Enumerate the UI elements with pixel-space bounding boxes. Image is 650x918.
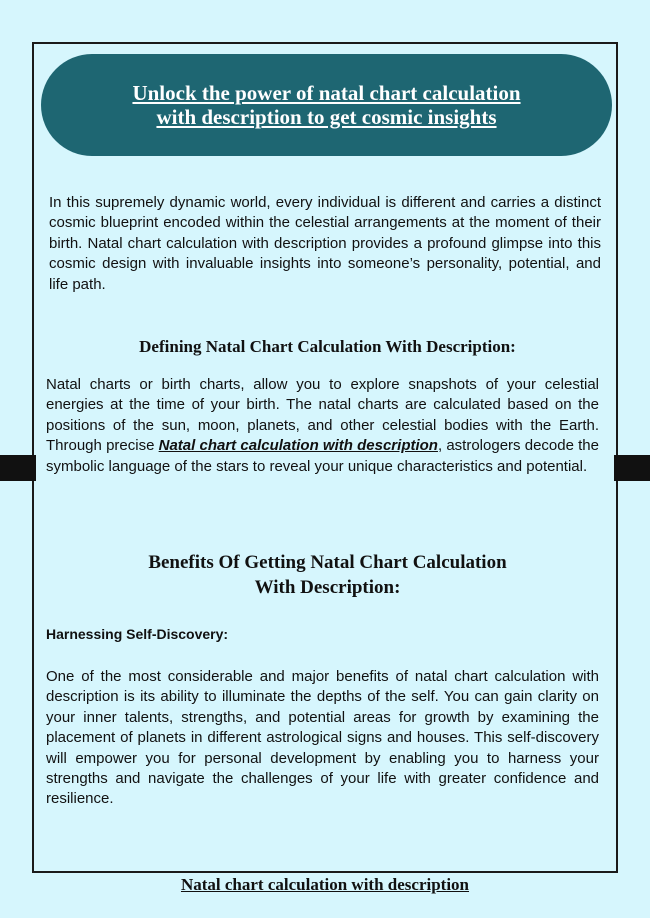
natal-chart-link[interactable]: Natal chart calculation with description: [158, 437, 438, 455]
page-title: [132, 81, 520, 129]
self-discovery-paragraph: One of the most considerable and major benefits of natal chart calculation with description is its ability to illuminate the depths of the self. You can gain clarity on your inner talents, strengths, and potential areas for growth by examining the placement of planets in different astrological signs and houses. This self-discovery will empower you for personal development by enabling you to harness your strengths and navigate the challenges of your life with greater confidence and resilience.: [46, 668, 599, 808]
defining-text-end: , astrologers decode the symbolic language of the stars to reveal your unique characteristics and potential.: [46, 437, 599, 475]
intro-paragraph: In this supremely dynamic world, every individual is different and carries a distinct cosmic blueprint encoded within the celestial arrangements at the moment of their birth. Natal chart calculation with description provides a profound glimpse into this cosmic design with invaluable insights into someone’s personality, potential, and life path.: [49, 194, 601, 293]
title-banner: [41, 54, 612, 156]
section-heading-defining: Defining Natal Chart Calculation With Description:: [139, 337, 516, 356]
defining-paragraph: [46, 375, 599, 477]
left-edge-tab: [0, 455, 36, 481]
benefits-heading-line-1: Benefits Of Getting Natal Chart Calculation: [148, 552, 507, 573]
page-title-line-1: Unlock the power of natal chart calculation: [132, 81, 521, 105]
benefits-heading-line-2: With Description:: [254, 577, 401, 598]
page-title-line-2: with description to get cosmic insights: [156, 105, 497, 129]
section-heading-benefits: [40, 550, 615, 600]
defining-text-start: Natal charts or birth charts, allow you to explore snapshots of your celestial energies at the time of your birth. The natal charts are calculated based on the positions of the sun, moon, planets, and other celestial bodies with the Earth. Through precise: [46, 376, 599, 455]
subheading-self-discovery: Harnessing Self-Discovery:: [46, 626, 229, 642]
footer-link[interactable]: Natal chart calculation with description: [180, 875, 470, 894]
right-edge-tab: [614, 455, 650, 481]
